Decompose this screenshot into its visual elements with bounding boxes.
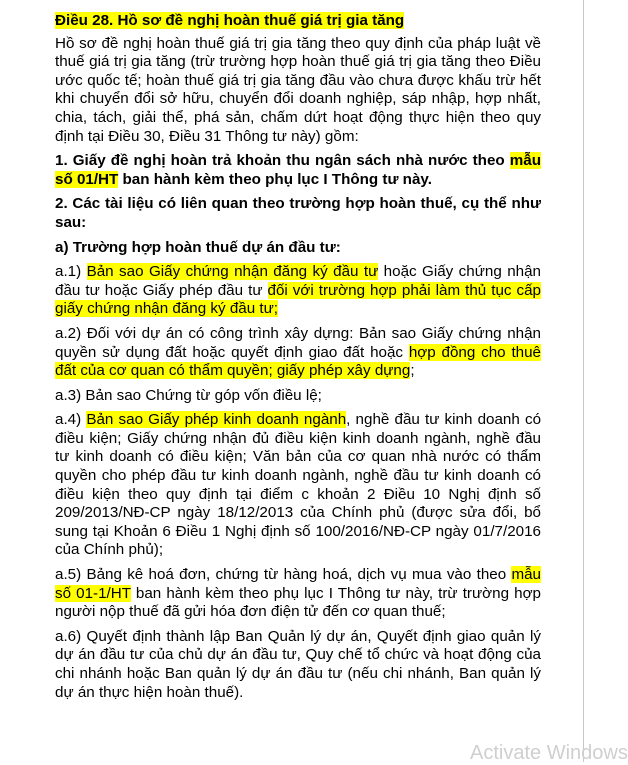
a2-text: a.2) Đối với dự án có công trình xây dựng: Bản sao Giấy chứng nhận quyền sử dụng đất hoặc quyết định giao đất hoặc xyxy=(55,324,541,361)
item-a6: a.6) Quyết định thành lập Ban Quản lý dự án, Quyết định giao quản lý dự án đầu tư của chủ dự án đầu tư, Quy chế tổ chức và hoạt động của chi nhánh hoặc Ban quản lý dự án đầu tư (nếu chi nhánh, Ban quản lý dự án thực hiện hoàn thuế). xyxy=(55,627,541,701)
item-a4 xyxy=(55,411,541,560)
a4-text: , nghề đầu tư kinh doanh có điều kiện; Giấy chứng nhận đủ điều kiện kinh doanh ngành, nghề đầu tư kinh doanh có điều kiện; Văn bản của cơ quan nhà nước có thẩm quyền cho phép đầu tư kinh doanh ngành, nghề đầu tư kinh doanh có điều kiện theo quy định tại điểm c khoản 2 Điều 10 Nghị định số 209/2013/NĐ-CP ngày 18/12/2013 của Chính phủ (được sửa đổi, bổ sung tại Khoản 6 Điều 1 Nghị định số 100/2016/NĐ-CP ngày 01/7/2016 của Chính phủ); xyxy=(55,411,542,559)
intro-paragraph: Hồ sơ đề nghị hoàn thuế giá trị gia tăng theo quy định của pháp luật về thuế giá trị gia tăng (trừ trường hợp hoàn thuế giá trị gia tăng theo Điều ước quốc tế; hoàn thuế giá trị gia tăng đầu vào chưa được khấu trừ hết khi chuyển đổi sở hữu, chuyển đổi doanh nghiệp, sáp nhập, hợp nhất, chia, tách, giải thể, phá sản, chấm dứt hoạt động thực hiện theo quy định tại Điều 30, Điều 31 Thông tư này) gồm: xyxy=(55,34,541,145)
item-a2 xyxy=(55,325,541,381)
item-1-text: 1. Giấy đề nghị hoàn trả khoản thu ngân sách nhà nước theo xyxy=(55,152,510,170)
a4-highlight: Bản sao Giấy phép kinh doanh ngành xyxy=(86,411,347,429)
activation-watermark: Activate Windows xyxy=(470,742,628,764)
article-title xyxy=(55,12,541,31)
a2-end: ; xyxy=(410,362,415,380)
item-a1 xyxy=(55,263,541,319)
form-number-highlight: mẫu số 01/HT xyxy=(55,152,541,188)
item-1 xyxy=(55,152,541,189)
a5-highlight: mẫu số 01-1/HT xyxy=(55,566,541,602)
a1-label: a.1) xyxy=(55,263,87,281)
a2-highlight: hợp đồng cho thuê đất của cơ quan có thẩm quyền; giấy phép xây dựng xyxy=(55,343,542,380)
a1-highlight-1: Bản sao Giấy chứng nhận đăng ký đầu tư xyxy=(86,263,379,281)
item-2a: a) Trường hợp hoàn thuế dự án đầu tư: xyxy=(55,238,341,256)
item-a3: a.3) Bản sao Chứng từ góp vốn điều lệ; xyxy=(55,386,322,404)
a1-highlight-2: đối với trường hợp phải làm thủ tục cấp giấy chứng nhận đăng ký đầu tư; xyxy=(55,281,541,318)
a5-text: a.5) Bảng kê hoá đơn, chứng từ hàng hoá, dịch vụ mua vào theo xyxy=(55,566,512,584)
a4-label: a.4) xyxy=(55,411,87,429)
a1-text: hoặc Giấy chứng nhận đầu tư hoặc Giấy phép đầu tư xyxy=(55,263,541,299)
page-edge xyxy=(583,0,584,762)
item-2: 2. Các tài liệu có liên quan theo trường hợp hoàn thuế, cụ thể như sau: xyxy=(55,195,541,231)
item-a5 xyxy=(55,566,541,622)
item-1-text-end: ban hành kèm theo phụ lục I Thông tư này. xyxy=(118,170,432,188)
title-highlight: Điều 28. Hồ sơ đề nghị hoàn thuế giá trị gia tăng xyxy=(55,12,405,29)
a5-text-end: ban hành kèm theo phụ lục I Thông tư này, trừ trường hợp người nộp thuế đã gửi hóa đơn điện tử đến cơ quan thuế; xyxy=(55,584,541,621)
document-page xyxy=(55,12,541,702)
